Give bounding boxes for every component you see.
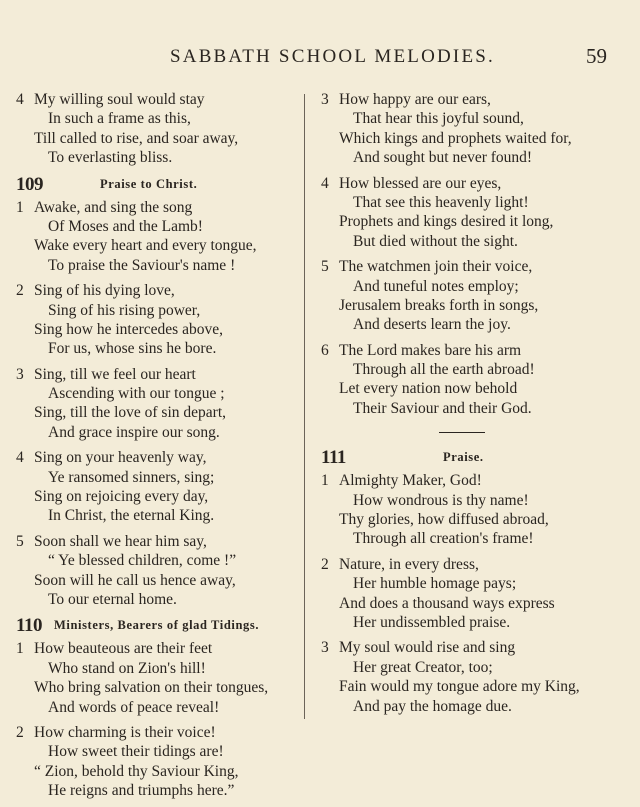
stanza bbox=[16, 639, 306, 717]
verse-line: Soon will he call us hence away, bbox=[34, 571, 236, 589]
verse-line: Thy glories, how diffused abroad, bbox=[339, 511, 549, 529]
stanza bbox=[321, 90, 621, 168]
verse-line: 2 Sing of his dying love, bbox=[16, 282, 175, 300]
verse-line: Who bring salvation on their tongues, bbox=[34, 679, 269, 697]
stanza-number: 1 bbox=[16, 198, 24, 216]
verse-line: Ascending with our tongue ; bbox=[48, 385, 225, 403]
verse-line: He reigns and triumphs here.” bbox=[48, 782, 235, 800]
verse-line: 1 Almighty Maker, God! bbox=[321, 472, 482, 490]
verse-line: How sweet their tidings are! bbox=[48, 743, 224, 761]
stanza bbox=[321, 341, 621, 419]
stanza bbox=[321, 471, 621, 549]
verse-line: 6 The Lord makes bare his arm bbox=[321, 341, 522, 359]
verse-line: “ Ye blessed children, come !” bbox=[48, 552, 237, 570]
verse-line: To our eternal home. bbox=[48, 590, 177, 608]
verse-line: Prophets and kings desired it long, bbox=[339, 213, 554, 231]
page-number: 59 bbox=[586, 44, 607, 68]
stanza-number: 2 bbox=[16, 282, 24, 300]
verse-line: Till called to rise, and soar away, bbox=[34, 129, 239, 147]
section-rule bbox=[439, 432, 485, 433]
verse-line: That see this heavenly light! bbox=[353, 193, 529, 211]
verse-line: How wondrous is thy name! bbox=[353, 491, 529, 509]
stanza-number: 5 bbox=[16, 532, 24, 550]
verse-line: That hear this joyful sound, bbox=[353, 110, 524, 128]
right-column bbox=[321, 90, 621, 722]
hymn-number: 110 bbox=[16, 615, 42, 637]
verse-line: Let every nation now behold bbox=[339, 380, 518, 398]
stanza bbox=[321, 257, 621, 335]
running-title: SABBATH SCHOOL MELODIES. bbox=[170, 46, 495, 67]
verse-line: Jerusalem breaks forth in songs, bbox=[339, 296, 539, 314]
stanza-number: 3 bbox=[16, 365, 24, 383]
hymn-heading bbox=[321, 447, 621, 469]
hymn-heading bbox=[16, 615, 306, 637]
stanza-number: 3 bbox=[321, 91, 329, 108]
verse-line: And tuneful notes employ; bbox=[353, 277, 519, 295]
stanza bbox=[16, 723, 306, 801]
hymn-heading bbox=[16, 174, 306, 196]
verse-line: Sing how he intercedes above, bbox=[34, 320, 223, 338]
verse-line: 4 My willing soul would stay bbox=[16, 91, 205, 108]
stanza bbox=[16, 532, 306, 610]
verse-line: Ye ransomed sinners, sing; bbox=[48, 468, 215, 486]
verse-line: Through all the earth abroad! bbox=[353, 361, 535, 379]
verse-line: Fain would my tongue adore my King, bbox=[339, 678, 580, 696]
hymn-title: Praise to Christ. bbox=[100, 176, 198, 191]
verse-line: To everlasting bliss. bbox=[48, 149, 173, 167]
verse-line: Which kings and prophets waited for, bbox=[339, 129, 572, 147]
hymn-title: Ministers, Bearers of glad Tidings. bbox=[54, 618, 260, 633]
verse-line: 4 Sing on your heavenly way, bbox=[16, 449, 207, 467]
stanza bbox=[16, 281, 306, 359]
stanza-number: 4 bbox=[16, 449, 24, 467]
verse-line: And sought but never found! bbox=[353, 149, 533, 167]
verse-line: To praise the Saviour's name ! bbox=[48, 256, 236, 274]
verse-line: 3 Sing, till we feel our heart bbox=[16, 365, 196, 383]
verse-line: And does a thousand ways express bbox=[339, 594, 555, 612]
verse-line: Her great Creator, too; bbox=[353, 658, 493, 676]
stanza bbox=[16, 448, 306, 526]
verse-line: Through all creation's frame! bbox=[353, 530, 534, 548]
verse-line: 4 How blessed are our eyes, bbox=[321, 174, 502, 192]
stanza-number: 4 bbox=[16, 91, 24, 108]
verse-line: Sing of his rising power, bbox=[48, 301, 201, 319]
verse-line: For us, whose sins he bore. bbox=[48, 340, 217, 358]
stanza bbox=[321, 174, 621, 252]
verse-line: 2 Nature, in every dress, bbox=[321, 555, 479, 573]
verse-line: 1 How beauteous are their feet bbox=[16, 640, 213, 658]
verse-line: And words of peace reveal! bbox=[48, 698, 220, 716]
verse-line: “ Zion, behold thy Saviour King, bbox=[34, 762, 239, 780]
stanza bbox=[321, 638, 621, 716]
verse-line: But died without the sight. bbox=[353, 232, 518, 250]
verse-line: 5 Soon shall we hear him say, bbox=[16, 532, 207, 550]
verse-line: And deserts learn the joy. bbox=[353, 316, 511, 334]
stanza bbox=[321, 555, 621, 633]
stanza bbox=[16, 198, 306, 276]
verse-line: Of Moses and the Lamb! bbox=[48, 217, 203, 235]
stanza bbox=[16, 90, 306, 168]
verse-line: In such a frame as this, bbox=[48, 110, 191, 128]
verse-line: Wake every heart and every tongue, bbox=[34, 237, 257, 255]
hymn-number: 111 bbox=[321, 447, 346, 469]
left-column bbox=[16, 90, 306, 807]
verse-line: 3 How happy are our ears, bbox=[321, 91, 491, 108]
stanza-number: 3 bbox=[321, 639, 329, 657]
verse-line: And pay the homage due. bbox=[353, 697, 512, 715]
verse-line: 2 How charming is their voice! bbox=[16, 723, 216, 741]
hymn-title: Praise. bbox=[443, 450, 484, 465]
stanza-number: 1 bbox=[16, 640, 24, 658]
verse-line: Who stand on Zion's hill! bbox=[48, 659, 206, 677]
stanza-number: 2 bbox=[16, 723, 24, 741]
verse-line: Sing, till the love of sin depart, bbox=[34, 404, 227, 422]
stanza-number: 1 bbox=[321, 472, 329, 490]
hymn-number: 109 bbox=[16, 173, 43, 195]
stanza-number: 2 bbox=[321, 555, 329, 573]
stanza-number: 4 bbox=[321, 174, 329, 192]
verse-line: Her undissembled praise. bbox=[353, 613, 511, 631]
verse-line: Sing on rejoicing every day, bbox=[34, 488, 209, 506]
stanza-number: 6 bbox=[321, 341, 329, 359]
stanza bbox=[16, 365, 306, 443]
page-header bbox=[0, 44, 640, 74]
verse-line: 3 My soul would rise and sing bbox=[321, 639, 516, 657]
verse-line: And grace inspire our song. bbox=[48, 423, 220, 441]
verse-line: In Christ, the eternal King. bbox=[48, 507, 215, 525]
stanza-number: 5 bbox=[321, 258, 329, 276]
verse-line: Their Saviour and their God. bbox=[353, 399, 532, 417]
verse-line: 5 The watchmen join their voice, bbox=[321, 258, 533, 276]
verse-line: Her humble homage pays; bbox=[353, 575, 517, 593]
verse-line: 1 Awake, and sing the song bbox=[16, 198, 193, 216]
